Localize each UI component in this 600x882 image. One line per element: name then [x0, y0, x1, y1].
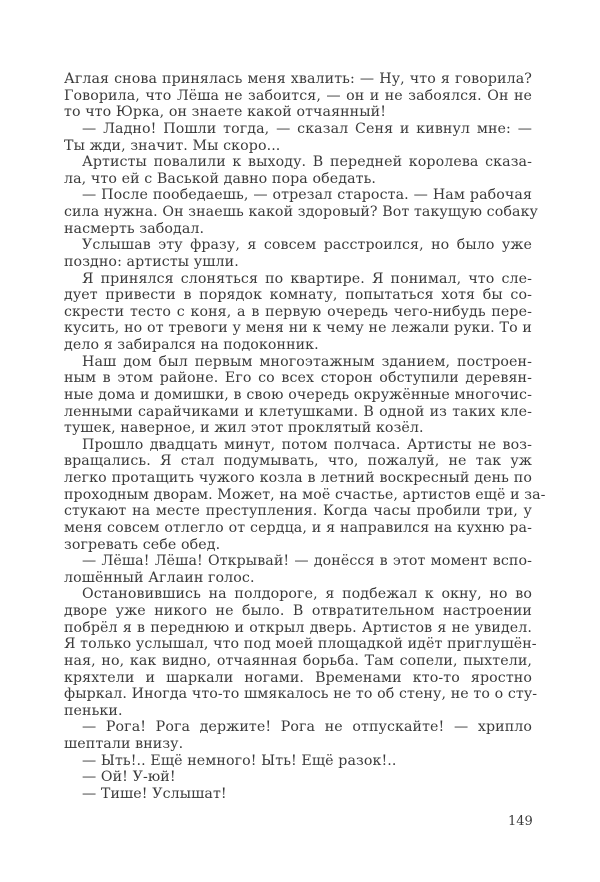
book-page-text: [64, 71, 546, 803]
text-line: Остановившись на полдороге, я подбежал к окну, но во: [82, 586, 532, 603]
text-line: дворе уже никого не было. В отвратительном настроении: [64, 603, 532, 619]
text-line: фыркал. Иногда что-то шмякалось не то об стену, не то о сту-: [64, 686, 538, 703]
text-line: Артисты повалили к выходу. В передней королева сказа-: [82, 154, 532, 171]
text-line: Аглая снова принялась меня хвалить: — Ну, что я говорила?: [64, 71, 532, 87]
text-line: ная, но, как видно, отчаянная борьба. Там сопели, пыхтели,: [64, 652, 532, 669]
text-line: — Ладно! Пошли тогда, — сказал Сеня и кивнул мне: —: [82, 120, 532, 137]
text-line: Наш дом был первым многоэтажным зданием, построен-: [82, 353, 532, 370]
text-line: сила нужна. Он знаешь какой здоровый? Вот такущую собаку: [64, 204, 538, 220]
text-line: — Лёша! Лёша! Открывай! — донёсся в этот момент вспо-: [82, 553, 532, 570]
text-line: ла, что ей с Васькой давно пора обедать.: [64, 170, 377, 187]
text-line: — Ыть!.. Ещё немного! Ыть! Ещё разок!..: [82, 752, 397, 769]
text-line: легко протащить чужого козла в летний воскресный день по: [64, 470, 532, 486]
page-number: 149: [508, 814, 533, 829]
text-line: дело я забирался на подоконник.: [64, 337, 319, 353]
text-line: — Ой! У-юй!: [82, 769, 176, 786]
text-line: Говорила, что Лёша не забоится, — он и не забоялся. Он не: [64, 87, 532, 104]
text-line: лошённый Аглаин голос.: [64, 569, 255, 586]
text-line: Я только услышал, что под моей площадкой идёт приглушён-: [64, 636, 537, 653]
text-line: — После пообедаешь, — отрезал староста. — Нам рабочая: [82, 187, 532, 204]
text-line: Ты жди, значит. Мы скоро...: [64, 137, 281, 154]
text-line: зогревать себе обед.: [64, 536, 221, 553]
text-line: насмерть забодал.: [64, 220, 205, 237]
text-line: Я принялся слоняться по квартире. Я понимал, что сле-: [82, 270, 532, 287]
text-line: пеньки.: [64, 702, 123, 719]
text-line: проходным дворам. Может, на моё счастье, артистов ещё и за-: [64, 486, 546, 503]
text-line: — Рога! Рога держите! Рога не отпускайте! — хрипло: [82, 719, 532, 736]
text-line: ные дома и домишки, в свою очередь окружённые многочис-: [64, 386, 532, 403]
text-line: меня совсем отлегло от сердца, и я направился на кухню ра-: [64, 519, 532, 536]
text-line: ным в этом районе. Его со всех сторон обступили деревян-: [64, 370, 532, 387]
text-line: побрёл я в переднюю и открыл дверь. Артистов я не увидел.: [64, 619, 532, 636]
text-line: тушек, наверное, и жил этот проклятый козёл.: [64, 420, 424, 437]
text-line: — Тише! Услышат!: [82, 785, 227, 802]
text-line: Услышав эту фразу, я совсем расстроился, но было уже: [82, 237, 532, 254]
text-line: дует привести в порядок комнату, попытаться хотя бы со-: [64, 287, 532, 304]
text-line: кряхтели и шаркали ногами. Временами кто-то яростно: [64, 669, 532, 686]
text-line: стукают на месте преступления. Когда часы пробили три, у: [64, 503, 532, 520]
text-line: Прошло двадцать минут, потом полчаса. Артисты не воз-: [82, 436, 532, 453]
text-line: то что Юрка, он знаете какой отчаянный!: [64, 104, 386, 121]
text-line: скрести тесто с коня, а в первую очередь чего-нибудь пере-: [64, 303, 532, 320]
text-line: вращались. Я стал подумывать, что, пожалуй, не так уж: [64, 453, 532, 470]
text-line: кусить, но от тревоги у меня ни к чему не лежали руки. То и: [64, 320, 532, 337]
text-line: поздно: артисты ушли.: [64, 253, 239, 270]
text-line: ленными сарайчиками и клетушками. В одной из таких кле-: [64, 403, 532, 420]
text-line: шептали внизу.: [64, 736, 184, 752]
